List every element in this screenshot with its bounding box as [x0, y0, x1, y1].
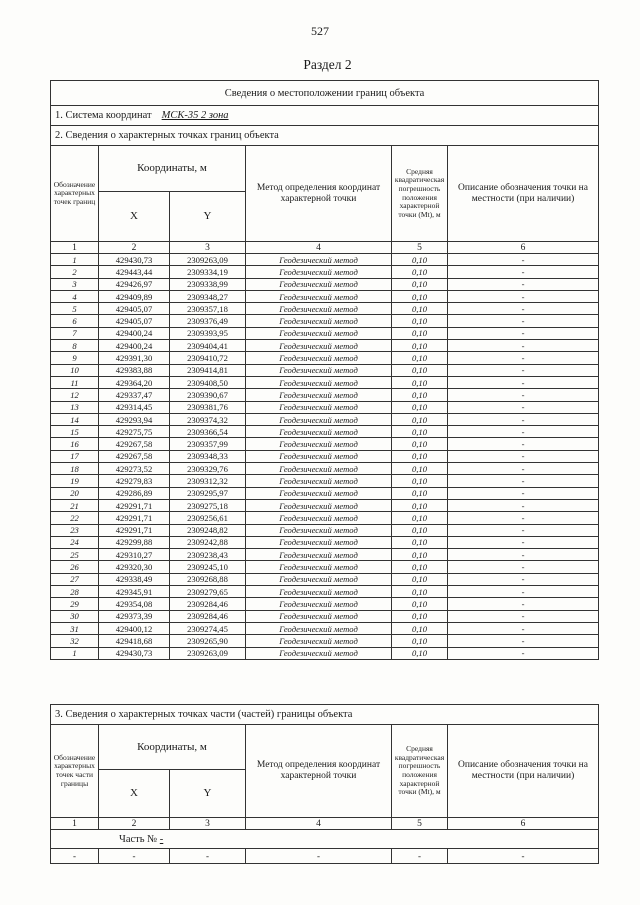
coord-x: 429320,30	[99, 561, 170, 573]
description: -	[448, 512, 599, 524]
table-row	[51, 327, 599, 339]
coord-y: 2309410,72	[170, 352, 246, 364]
coord-x: 429364,20	[99, 376, 170, 388]
description: -	[448, 487, 599, 499]
coord-x: 429405,07	[99, 315, 170, 327]
part-header-designation: Обозначение характерных точек части границы	[51, 725, 99, 818]
coord-x: 429291,71	[99, 499, 170, 511]
boundary-table	[50, 80, 599, 660]
part-number-value: -	[159, 833, 164, 845]
table-row	[51, 561, 599, 573]
coord-y: 2309263,09	[170, 647, 246, 659]
point-number: 23	[51, 524, 99, 536]
point-number: 19	[51, 475, 99, 487]
point-number: 25	[51, 549, 99, 561]
part-header-description: Описание обозначения точки на местности (при наличии)	[448, 725, 599, 818]
description: -	[448, 536, 599, 548]
method: Геодезический метод	[246, 586, 392, 598]
rms-value: 0,10	[392, 389, 448, 401]
rms-value: 0,10	[392, 647, 448, 659]
coord-x: 429267,58	[99, 438, 170, 450]
header-x: X	[99, 192, 170, 242]
coord-y: 2309312,32	[170, 475, 246, 487]
method: Геодезический метод	[246, 315, 392, 327]
coord-x: 429314,45	[99, 401, 170, 413]
description: -	[448, 610, 599, 622]
table-row	[51, 512, 599, 524]
part-boundary-table	[50, 704, 599, 864]
description: -	[448, 278, 599, 290]
header-coordinates: Координаты, м	[99, 146, 246, 192]
description: -	[448, 376, 599, 388]
table-row	[51, 290, 599, 302]
coord-y: 2309366,54	[170, 426, 246, 438]
part-header-y: Y	[170, 770, 246, 818]
column-number: 2	[99, 818, 170, 830]
description: -	[448, 266, 599, 278]
point-number: 29	[51, 598, 99, 610]
coord-x: 429430,73	[99, 647, 170, 659]
description: -	[448, 598, 599, 610]
coord-y: 2309242,88	[170, 536, 246, 548]
page-number: 527	[311, 24, 329, 38]
rms-value: 0,10	[392, 573, 448, 585]
table-row	[51, 586, 599, 598]
rms-value: 0,10	[392, 254, 448, 266]
description: -	[448, 524, 599, 536]
coord-x: 429391,30	[99, 352, 170, 364]
blank-cell: -	[246, 849, 392, 864]
description: -	[448, 586, 599, 598]
coord-x: 429418,68	[99, 635, 170, 647]
blank-cell: -	[448, 849, 599, 864]
coord-x: 429400,24	[99, 340, 170, 352]
description: -	[448, 426, 599, 438]
method: Геодезический метод	[246, 549, 392, 561]
part-header-x: X	[99, 770, 170, 818]
point-number: 31	[51, 622, 99, 634]
point-number: 32	[51, 635, 99, 647]
table-row	[51, 598, 599, 610]
table-row	[51, 340, 599, 352]
point-number: 1	[51, 647, 99, 659]
method: Геодезический метод	[246, 536, 392, 548]
point-number: 16	[51, 438, 99, 450]
coord-y: 2309279,65	[170, 586, 246, 598]
column-number: 6	[448, 818, 599, 830]
table-row	[51, 463, 599, 475]
point-number: 15	[51, 426, 99, 438]
point-number: 2	[51, 266, 99, 278]
coord-y: 2309374,32	[170, 413, 246, 425]
method: Геодезический метод	[246, 290, 392, 302]
table-row	[51, 450, 599, 462]
rms-value: 0,10	[392, 524, 448, 536]
rms-value: 0,10	[392, 561, 448, 573]
rms-value: 0,10	[392, 303, 448, 315]
coord-x: 429373,39	[99, 610, 170, 622]
coord-x: 429443,44	[99, 266, 170, 278]
method: Геодезический метод	[246, 426, 392, 438]
table-row	[51, 413, 599, 425]
coord-system-value: МСК-35 2 зона	[161, 110, 229, 121]
part-number-label: Часть №	[119, 833, 158, 845]
description: -	[448, 315, 599, 327]
column-number: 6	[448, 242, 599, 254]
part-heading: 3. Сведения о характерных точках части (частей) границы объекта	[51, 705, 599, 725]
blank-cell: -	[99, 849, 170, 864]
coord-x: 429273,52	[99, 463, 170, 475]
rms-value: 0,10	[392, 536, 448, 548]
method: Геодезический метод	[246, 573, 392, 585]
table-row	[51, 647, 599, 659]
column-number: 1	[51, 818, 99, 830]
table-row	[51, 401, 599, 413]
rms-value: 0,10	[392, 426, 448, 438]
coord-x: 429338,49	[99, 573, 170, 585]
point-number: 13	[51, 401, 99, 413]
description: -	[448, 499, 599, 511]
coord-x: 429409,89	[99, 290, 170, 302]
coord-y: 2309404,41	[170, 340, 246, 352]
coord-x: 429426,97	[99, 278, 170, 290]
column-number: 4	[246, 242, 392, 254]
description: -	[448, 635, 599, 647]
points-heading: 2. Сведения о характерных точках границ объекта	[51, 126, 599, 146]
table-row	[51, 610, 599, 622]
blank-cell: -	[51, 849, 99, 864]
rms-value: 0,10	[392, 327, 448, 339]
point-number: 22	[51, 512, 99, 524]
table-row	[51, 303, 599, 315]
coord-y: 2309393,95	[170, 327, 246, 339]
method: Геодезический метод	[246, 499, 392, 511]
coord-y: 2309248,82	[170, 524, 246, 536]
blank-cell: -	[392, 849, 448, 864]
coord-y: 2309338,99	[170, 278, 246, 290]
point-number: 21	[51, 499, 99, 511]
rms-value: 0,10	[392, 401, 448, 413]
coord-system-line	[51, 106, 599, 126]
method: Геодезический метод	[246, 438, 392, 450]
coord-y: 2309284,46	[170, 610, 246, 622]
rms-value: 0,10	[392, 622, 448, 634]
rms-value: 0,10	[392, 340, 448, 352]
rms-value: 0,10	[392, 635, 448, 647]
rms-value: 0,10	[392, 352, 448, 364]
rms-value: 0,10	[392, 450, 448, 462]
rms-value: 0,10	[392, 438, 448, 450]
method: Геодезический метод	[246, 598, 392, 610]
point-number: 6	[51, 315, 99, 327]
point-number: 3	[51, 278, 99, 290]
point-number: 5	[51, 303, 99, 315]
coord-y: 2309265,90	[170, 635, 246, 647]
header-y: Y	[170, 192, 246, 242]
part-header-coordinates: Координаты, м	[99, 725, 246, 770]
method: Геодезический метод	[246, 475, 392, 487]
method: Геодезический метод	[246, 303, 392, 315]
coord-x: 429286,89	[99, 487, 170, 499]
header-method: Метод определения координат характерной точки	[246, 146, 392, 242]
coord-y: 2309408,50	[170, 376, 246, 388]
table-row	[51, 549, 599, 561]
rms-value: 0,10	[392, 512, 448, 524]
point-rows	[51, 254, 599, 660]
coord-x: 429400,12	[99, 622, 170, 634]
method: Геодезический метод	[246, 561, 392, 573]
point-number: 8	[51, 340, 99, 352]
coord-y: 2309268,88	[170, 573, 246, 585]
table-row	[51, 266, 599, 278]
description: -	[448, 450, 599, 462]
method: Геодезический метод	[246, 512, 392, 524]
rms-value: 0,10	[392, 549, 448, 561]
coord-x: 429279,83	[99, 475, 170, 487]
coord-x: 429405,07	[99, 303, 170, 315]
coord-y: 2309256,61	[170, 512, 246, 524]
part-header-method: Метод определения координат характерной точки	[246, 725, 392, 818]
coord-x: 429310,27	[99, 549, 170, 561]
table-row	[51, 389, 599, 401]
coord-y: 2309329,76	[170, 463, 246, 475]
table-row	[51, 278, 599, 290]
table-row	[51, 438, 599, 450]
method: Геодезический метод	[246, 647, 392, 659]
rms-value: 0,10	[392, 413, 448, 425]
description: -	[448, 340, 599, 352]
point-number: 27	[51, 573, 99, 585]
coord-system-label: 1. Система координат	[55, 110, 152, 121]
coord-x: 429291,71	[99, 512, 170, 524]
method: Геодезический метод	[246, 635, 392, 647]
rms-value: 0,10	[392, 376, 448, 388]
table-row	[51, 315, 599, 327]
section-title: Раздел 2	[303, 57, 352, 72]
coord-y: 2309245,10	[170, 561, 246, 573]
coord-y: 2309357,18	[170, 303, 246, 315]
point-number: 17	[51, 450, 99, 462]
coord-x: 429275,75	[99, 426, 170, 438]
point-number: 26	[51, 561, 99, 573]
table-banner: Сведения о местоположении границ объекта	[51, 81, 599, 106]
description: -	[448, 413, 599, 425]
rms-value: 0,10	[392, 499, 448, 511]
coord-x: 429400,24	[99, 327, 170, 339]
table-row	[51, 524, 599, 536]
rms-value: 0,10	[392, 598, 448, 610]
table-row	[51, 573, 599, 585]
point-number: 4	[51, 290, 99, 302]
rms-value: 0,10	[392, 315, 448, 327]
part-number-line	[51, 830, 599, 849]
method: Геодезический метод	[246, 340, 392, 352]
point-number: 18	[51, 463, 99, 475]
column-number: 3	[170, 818, 246, 830]
coord-y: 2309284,46	[170, 598, 246, 610]
description: -	[448, 364, 599, 376]
method: Геодезический метод	[246, 266, 392, 278]
table-row	[51, 376, 599, 388]
method: Геодезический метод	[246, 352, 392, 364]
description: -	[448, 561, 599, 573]
description: -	[448, 352, 599, 364]
description: -	[448, 438, 599, 450]
description: -	[448, 401, 599, 413]
description: -	[448, 475, 599, 487]
method: Геодезический метод	[246, 254, 392, 266]
description: -	[448, 549, 599, 561]
method: Геодезический метод	[246, 278, 392, 290]
point-number: 12	[51, 389, 99, 401]
coord-x: 429354,08	[99, 598, 170, 610]
header-description: Описание обозначения точки на местности (при наличии)	[448, 146, 599, 242]
point-number: 20	[51, 487, 99, 499]
table-row	[51, 622, 599, 634]
part-header-rms: Средняя квадратическая погрешность положения характерной точки (Mt), м	[392, 725, 448, 818]
method: Геодезический метод	[246, 401, 392, 413]
description: -	[448, 463, 599, 475]
coord-x: 429345,91	[99, 586, 170, 598]
point-number: 24	[51, 536, 99, 548]
coord-y: 2309381,76	[170, 401, 246, 413]
method: Геодезический метод	[246, 463, 392, 475]
description: -	[448, 327, 599, 339]
method: Геодезический метод	[246, 622, 392, 634]
table-row	[51, 352, 599, 364]
coord-x: 429293,94	[99, 413, 170, 425]
column-number: 3	[170, 242, 246, 254]
coord-y: 2309275,18	[170, 499, 246, 511]
column-number: 4	[246, 818, 392, 830]
coord-y: 2309348,27	[170, 290, 246, 302]
column-number: 1	[51, 242, 99, 254]
point-number: 9	[51, 352, 99, 364]
description: -	[448, 389, 599, 401]
coord-y: 2309390,67	[170, 389, 246, 401]
coord-y: 2309295,97	[170, 487, 246, 499]
rms-value: 0,10	[392, 610, 448, 622]
method: Геодезический метод	[246, 524, 392, 536]
rms-value: 0,10	[392, 364, 448, 376]
table-row	[51, 364, 599, 376]
table-row	[51, 635, 599, 647]
description: -	[448, 622, 599, 634]
table-row	[51, 487, 599, 499]
rms-value: 0,10	[392, 266, 448, 278]
table-row	[51, 475, 599, 487]
rms-value: 0,10	[392, 278, 448, 290]
table-row	[51, 499, 599, 511]
description: -	[448, 573, 599, 585]
description: -	[448, 647, 599, 659]
method: Геодезический метод	[246, 364, 392, 376]
coord-y: 2309238,43	[170, 549, 246, 561]
description: -	[448, 254, 599, 266]
table-row	[51, 536, 599, 548]
coord-y: 2309334,19	[170, 266, 246, 278]
point-number: 11	[51, 376, 99, 388]
header-rms: Средняя квадратическая погрешность положения характерной точки (Mt), м	[392, 146, 448, 242]
rms-value: 0,10	[392, 475, 448, 487]
coord-x: 429337,47	[99, 389, 170, 401]
point-number: 10	[51, 364, 99, 376]
coord-y: 2309348,33	[170, 450, 246, 462]
rms-value: 0,10	[392, 586, 448, 598]
method: Геодезический метод	[246, 487, 392, 499]
table-row	[51, 426, 599, 438]
method: Геодезический метод	[246, 376, 392, 388]
column-number: 2	[99, 242, 170, 254]
method: Геодезический метод	[246, 450, 392, 462]
table-row	[51, 254, 599, 266]
coord-x: 429291,71	[99, 524, 170, 536]
rms-value: 0,10	[392, 487, 448, 499]
point-number: 28	[51, 586, 99, 598]
coord-y: 2309376,49	[170, 315, 246, 327]
coord-x: 429267,58	[99, 450, 170, 462]
coord-y: 2309414,81	[170, 364, 246, 376]
point-number: 1	[51, 254, 99, 266]
point-number: 30	[51, 610, 99, 622]
method: Геодезический метод	[246, 413, 392, 425]
description: -	[448, 303, 599, 315]
blank-cell: -	[170, 849, 246, 864]
coord-x: 429430,73	[99, 254, 170, 266]
method: Геодезический метод	[246, 389, 392, 401]
coord-y: 2309274,45	[170, 622, 246, 634]
header-designation: Обозначение характерных точек границ	[51, 146, 99, 242]
rms-value: 0,10	[392, 290, 448, 302]
column-number: 5	[392, 818, 448, 830]
description: -	[448, 290, 599, 302]
column-number: 5	[392, 242, 448, 254]
rms-value: 0,10	[392, 463, 448, 475]
point-number: 7	[51, 327, 99, 339]
coord-x: 429299,88	[99, 536, 170, 548]
point-number: 14	[51, 413, 99, 425]
method: Геодезический метод	[246, 327, 392, 339]
method: Геодезический метод	[246, 610, 392, 622]
coord-y: 2309263,09	[170, 254, 246, 266]
coord-y: 2309357,99	[170, 438, 246, 450]
coord-x: 429383,88	[99, 364, 170, 376]
